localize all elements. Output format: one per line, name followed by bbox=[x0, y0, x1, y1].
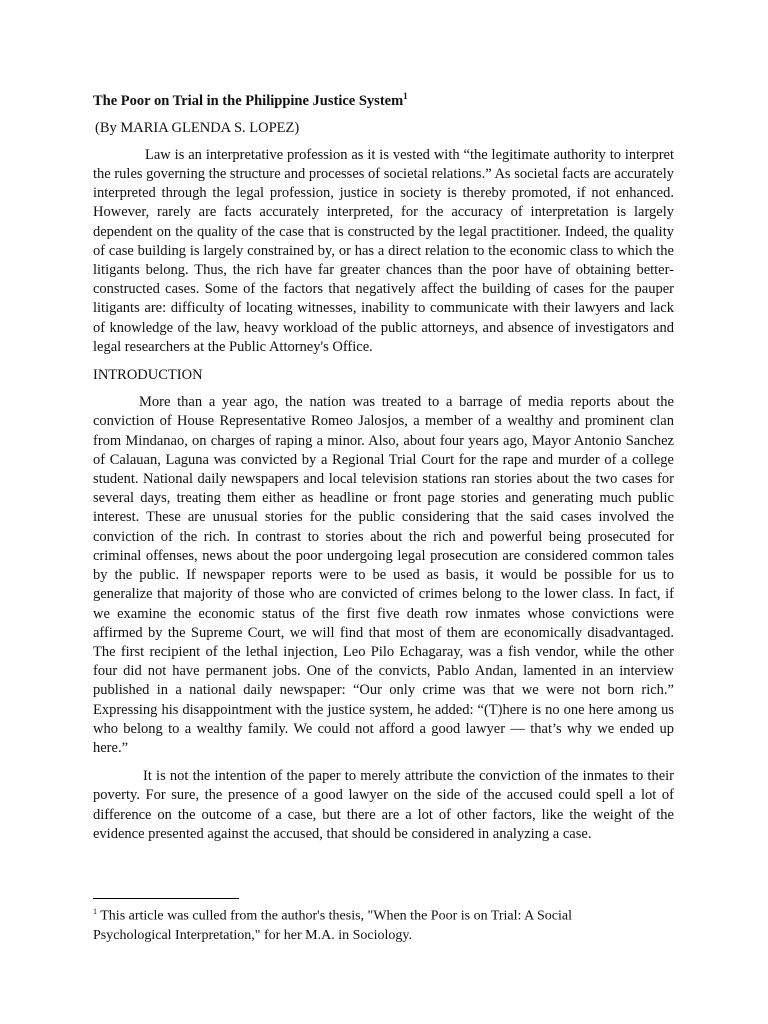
footnote-separator bbox=[93, 898, 239, 899]
footnote-mark: 1 bbox=[93, 907, 97, 916]
footnote bbox=[93, 902, 653, 945]
title-text: The Poor on Trial in the Philippine Justice System bbox=[93, 92, 404, 109]
title-footnote-ref: 1 bbox=[403, 91, 408, 101]
abstract-paragraph: Law is an interpretative profession as it is vested with “the legitimate authority to interpret the rules governing the structure and processes of societal relations.” As societal facts are accurately interpreted through the legal profession, justice in society is thereby promoted, if not enhanced. However, rarely are facts accurately interpreted, for the accuracy of interpretation is largely dependent on the quality of the case that is constructed by the legal practitioner. Indeed, the quality of case building is largely constrained by, or has a direct relation to the economic class to which the litigants belong. Thus, the rich have far greater chances than the poor have of obtaining better-constructed cases. Some of the factors that negatively affect the building of cases for the pauper litigants are: difficulty of locating witnesses, inability to communicate with their lawyers and lack of knowledge of the law, heavy workload of the public attorneys, and absence of investigators and legal researchers at the Public Attorney's Office. bbox=[93, 146, 674, 355]
author-byline: (By MARIA GLENDA S. LOPEZ) bbox=[95, 119, 300, 136]
document-title bbox=[93, 86, 674, 111]
footnote-text: This article was culled from the author's thesis, "When the Poor is on Trial: A Social Psychological Interpretation," for her M.A. in Sociology. bbox=[93, 908, 572, 943]
intro-paragraph-2: It is not the intention of the paper to merely attribute the conviction of the inmates to their poverty. For sure, the presence of a good lawyer on the side of the accused could spell a lot of difference on the outcome of a case, but there are a lot of other factors, like the weight of the evidence presented against the accused, that should be considered in analyzing a case. bbox=[93, 768, 674, 842]
intro-paragraph-1: More than a year ago, the nation was treated to a barrage of media reports about the conviction of House Representative Romeo Jalosjos, a member of a wealthy and prominent clan from Mindanao, on charges of raping a minor. Also, about four years ago, Mayor Antonio Sanchez of Calauan, Laguna was convicted by a Regional Trial Court for the rape and murder of a college student. National daily newspapers and local television stations ran stories about the two cases for several days, treating them either as headline or front page stories and generating much public interest. These are unusual stories for the public considering that the said cases involved the conviction of the rich. In contrast to stories about the rich and powerful being prosecuted for criminal offenses, news about the poor undergoing legal prosecution are considered common tales by the public. If newspaper reports were to be used as basis, it would be possible for us to generalize that majority of those who are convicted of crimes belong to the lower class. In fact, if we examine the economic status of the first five death row inmates whose convictions were affirmed by the Supreme Court, we will find that most of them are economically disadvantaged. The first recipient of the lethal injection, Leo Pilo Echagaray, was a fish vendor, while the other four did not have permanent jobs. One of the convicts, Pablo Andan, lamented in an interview published in a national daily newspaper: “Our only crime was that we were not born rich.” Expressing his disappointment with the justice system, he added: “(T)here is no one here among us who belong to a wealthy family. We could not afford a good lawyer — that’s why we ended up here.” bbox=[93, 394, 674, 756]
section-heading-introduction: INTRODUCTION bbox=[93, 367, 203, 384]
